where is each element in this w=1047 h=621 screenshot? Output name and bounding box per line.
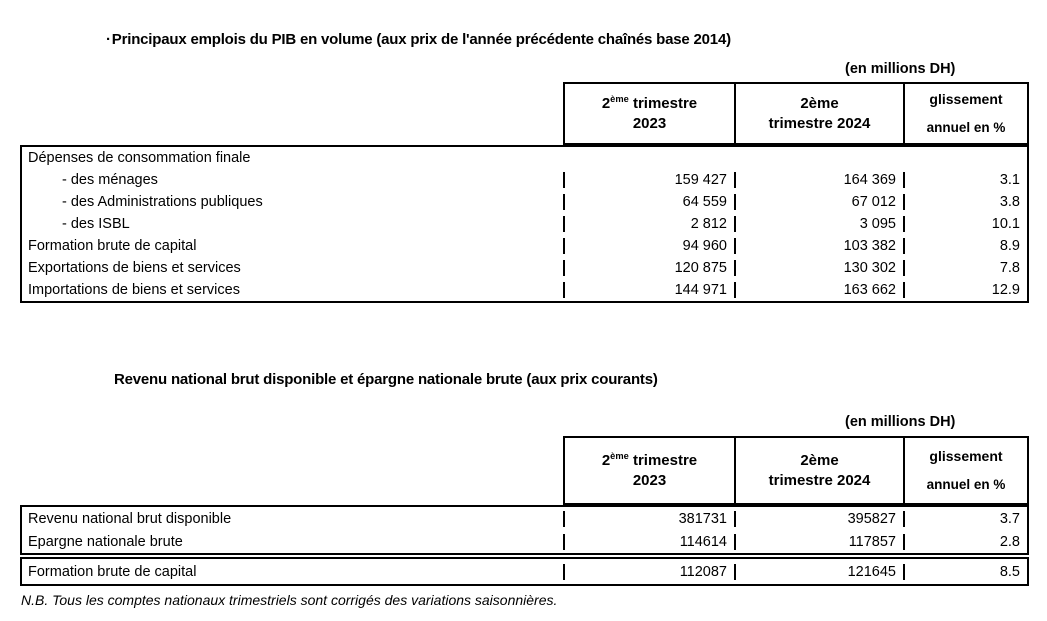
cell-q2-2024: 163 662	[734, 282, 903, 298]
cell-q2-2024: 67 012	[734, 194, 903, 210]
title-lead-dot: ·	[106, 31, 111, 48]
cell-change: 12.9	[903, 282, 1027, 298]
cell-q2-2023: 112087	[563, 564, 734, 580]
cell-q2-2024: 130 302	[734, 260, 903, 276]
cell-change: 7.8	[903, 260, 1027, 276]
cell-change: 3.7	[903, 511, 1027, 527]
col3-line1: glissement	[929, 448, 1003, 465]
cell-q2-2024: 103 382	[734, 238, 903, 254]
table-row	[22, 213, 1027, 235]
col1-suffix: trimestre	[628, 452, 698, 469]
cell-q2-2024: 3 095	[734, 216, 903, 232]
cell-q2-2024: 164 369	[734, 172, 903, 188]
table-2-col-header-q2-2023	[565, 438, 736, 503]
table-1-col-header-q2-2024	[736, 84, 905, 143]
table-row	[22, 235, 1027, 257]
table-1-header	[563, 82, 1029, 145]
table-1-body	[20, 145, 1029, 303]
row-label: Dépenses de consommation finale	[28, 150, 251, 166]
cell-change: 10.1	[903, 216, 1027, 232]
table-2-title: Revenu national brut disponible et épargne nationale brute (aux prix courants)	[114, 371, 658, 388]
col3-line1: glissement	[929, 91, 1003, 108]
table-2-unit-caption: (en millions DH)	[845, 414, 956, 430]
cell-q2-2024: 395827	[734, 511, 903, 527]
col1-year: 2023	[632, 471, 667, 489]
table-row	[22, 279, 1027, 301]
table-2-col-header-change	[905, 438, 1027, 503]
cell-q2-2023: 144 971	[563, 282, 734, 298]
cell-q2-2023: 120 875	[563, 260, 734, 276]
col2-line1: 2ème	[800, 452, 839, 469]
col3-line2: annuel en %	[926, 120, 1006, 135]
table-1-col-header-q2-2023	[565, 84, 736, 143]
cell-change: 3.1	[903, 172, 1027, 188]
col1-prefix: 2	[601, 452, 611, 469]
cell-q2-2024: 117857	[734, 534, 903, 550]
table-2-header	[563, 436, 1029, 505]
cell-change: 8.9	[903, 238, 1027, 254]
cell-q2-2024: 121645	[734, 564, 903, 580]
table-row	[22, 257, 1027, 279]
table-row	[22, 507, 1027, 530]
col3-line2: annuel en %	[926, 477, 1006, 492]
cell-change: 3.8	[903, 194, 1027, 210]
cell-change: 2.8	[903, 534, 1027, 550]
table-row	[22, 147, 1027, 169]
table-row	[22, 169, 1027, 191]
row-label: Exportations de biens et services	[28, 260, 241, 276]
table-2-col-header-q2-2024	[736, 438, 905, 503]
table-1-col-header-change	[905, 84, 1027, 143]
table-1-title	[106, 31, 731, 48]
cell-change: 8.5	[903, 564, 1027, 580]
cell-q2-2023: 94 960	[563, 238, 734, 254]
footnote: N.B. Tous les comptes nationaux trimestriels sont corrigés des variations saisonnières.	[21, 592, 558, 608]
row-label: - des ménages	[62, 172, 158, 188]
table-1-unit-caption: (en millions DH)	[845, 61, 956, 77]
col1-superscript: ème	[610, 94, 629, 104]
col2-line2: trimestre 2024	[768, 471, 871, 489]
col1-prefix: 2	[601, 95, 611, 112]
row-label: Formation brute de capital	[28, 563, 197, 580]
cell-q2-2023: 64 559	[563, 194, 734, 210]
table-1-title-text: Principaux emplois du PIB en volume (aux prix de l'année précédente chaînés base 2014)	[111, 31, 731, 48]
row-label: Importations de biens et services	[28, 282, 240, 298]
cell-q2-2023: 114614	[563, 534, 734, 550]
col1-year: 2023	[632, 114, 667, 132]
col1-superscript: ème	[610, 451, 629, 461]
table-row	[22, 191, 1027, 213]
table-2-body-group-a	[20, 505, 1029, 555]
col1-suffix: trimestre	[628, 95, 698, 112]
cell-q2-2023: 159 427	[563, 172, 734, 188]
row-label: - des Administrations publiques	[62, 194, 263, 210]
row-label: Revenu national brut disponible	[28, 510, 232, 527]
row-label: - des ISBL	[62, 216, 130, 232]
cell-q2-2023: 2 812	[563, 216, 734, 232]
cell-q2-2023: 381731	[563, 511, 734, 527]
table-2-body-group-b	[20, 557, 1029, 586]
col2-line1: 2ème	[800, 95, 839, 112]
row-label: Epargne nationale brute	[28, 533, 183, 550]
table-row	[22, 559, 1027, 584]
row-label: Formation brute de capital	[28, 238, 197, 254]
table-row	[22, 530, 1027, 553]
col2-line2: trimestre 2024	[768, 114, 871, 132]
